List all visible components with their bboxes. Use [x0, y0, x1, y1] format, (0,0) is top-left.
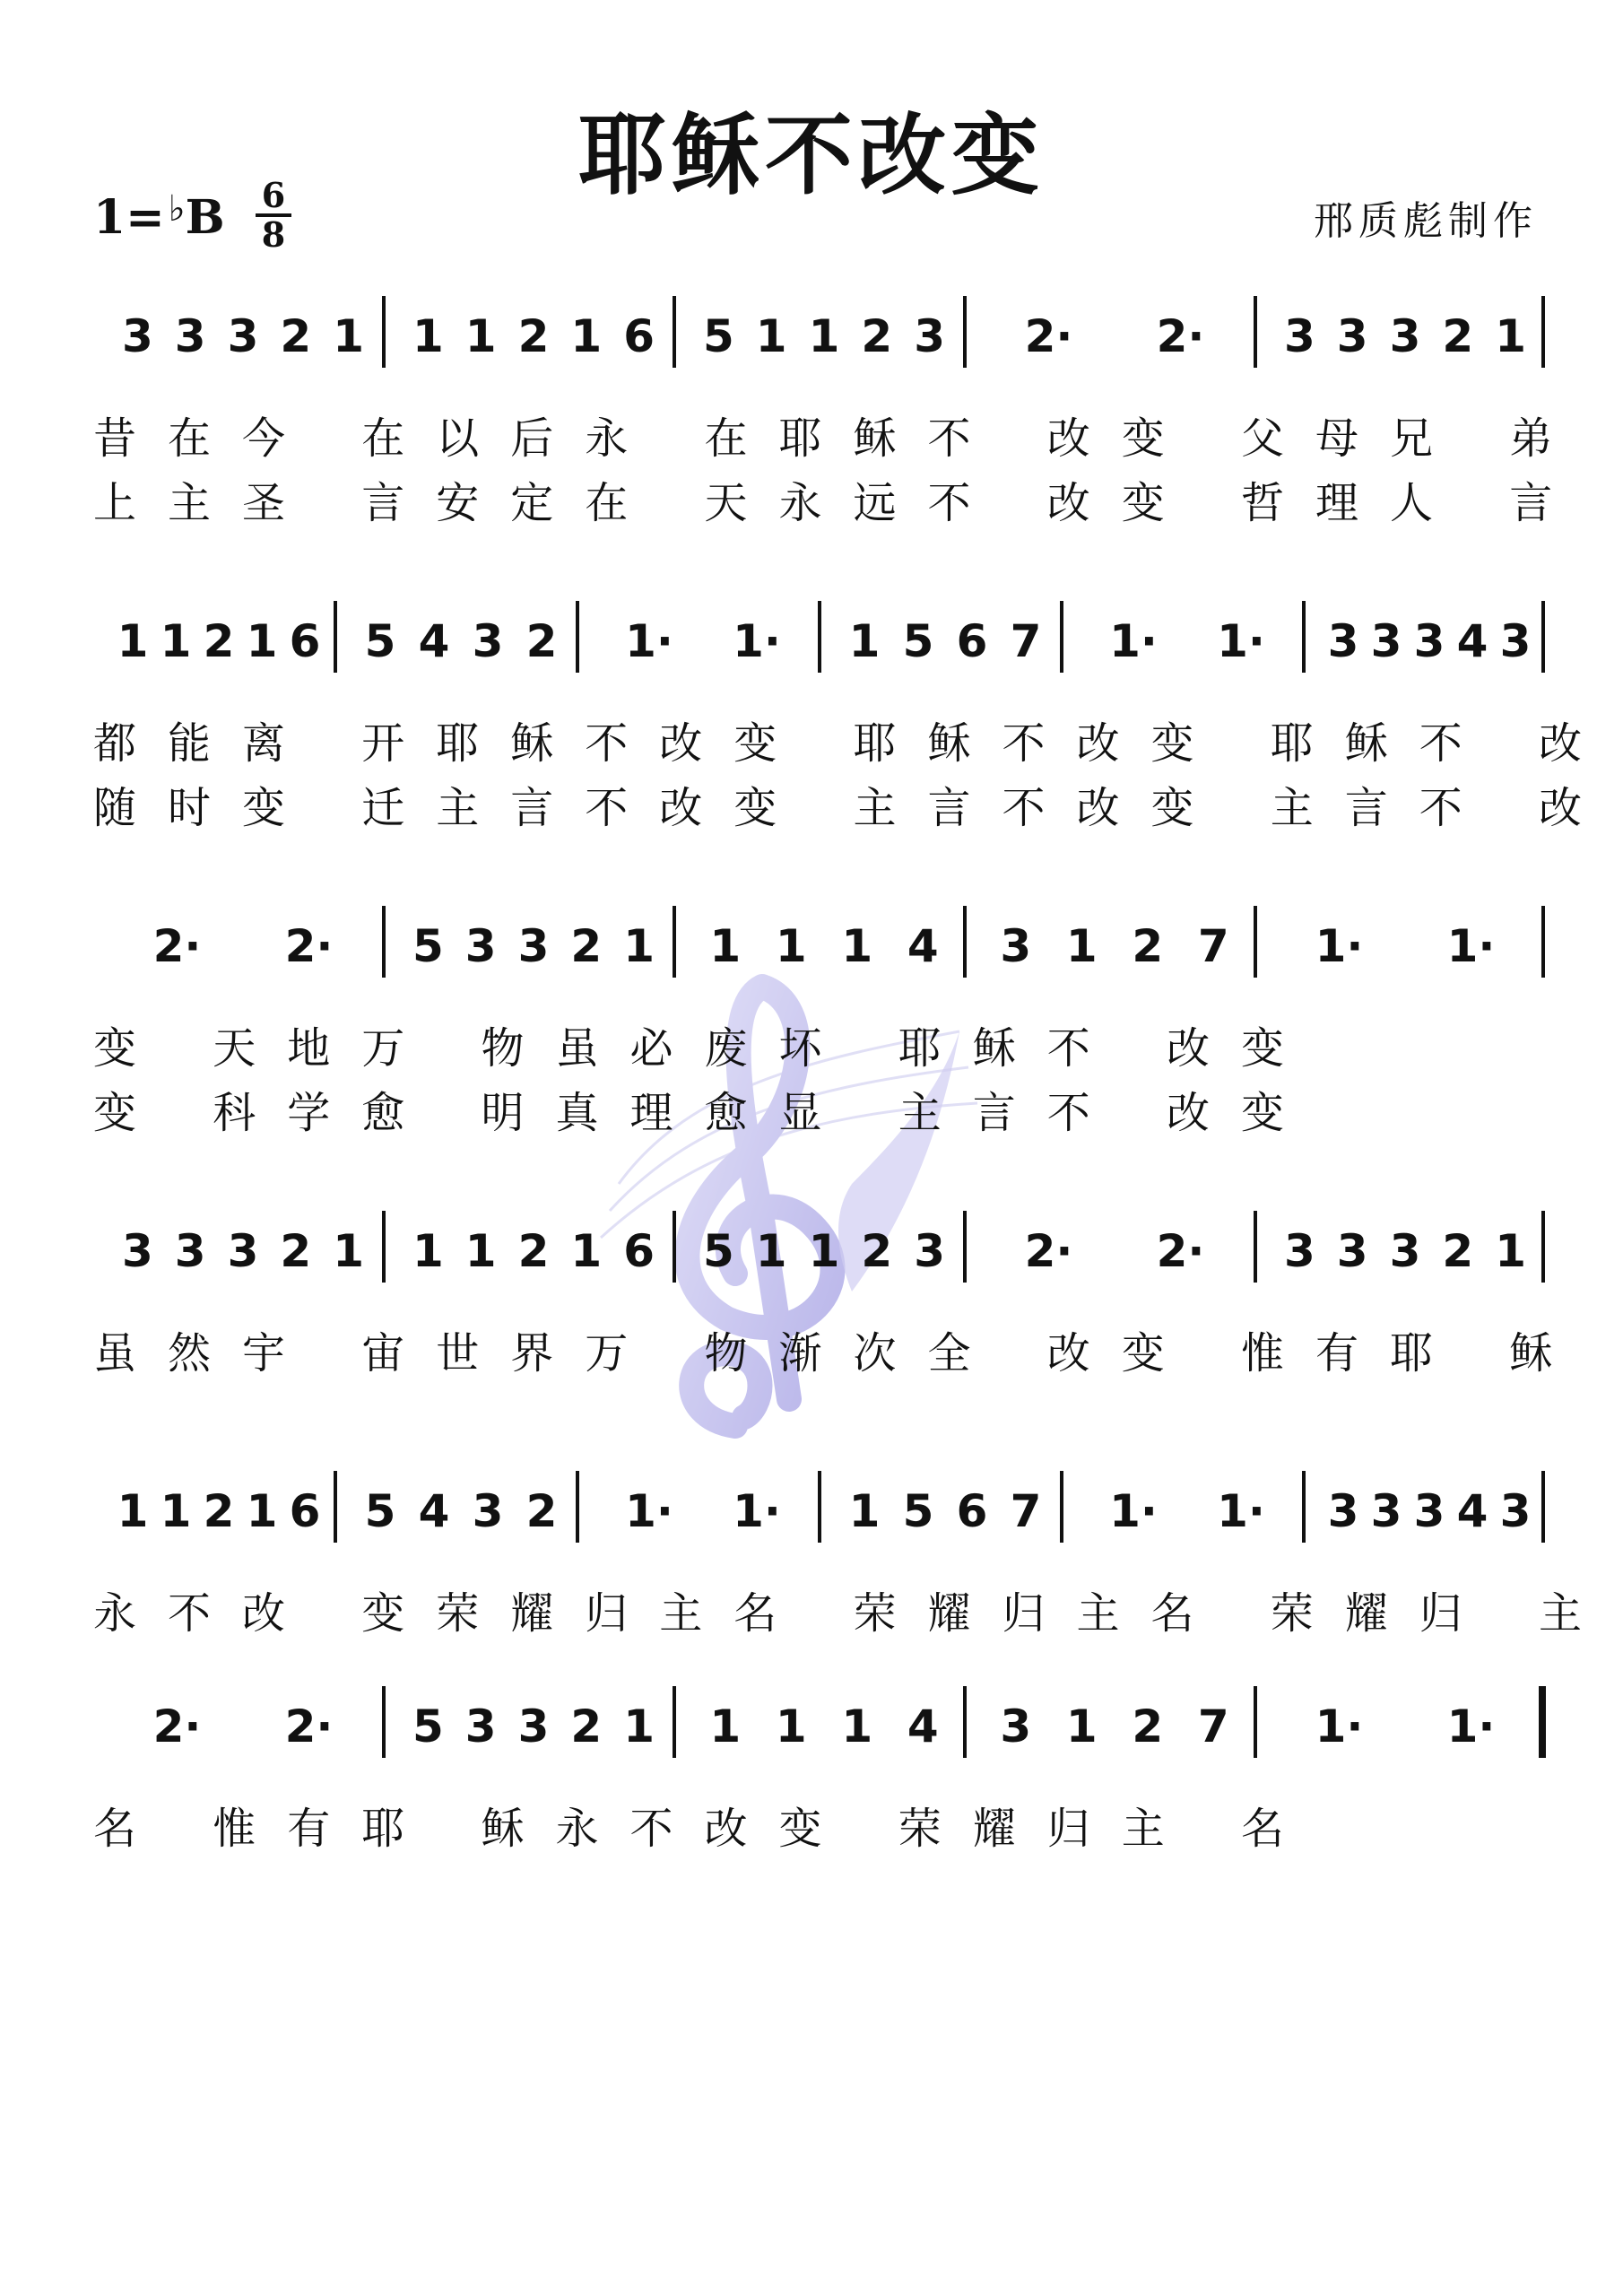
- note: 6: [623, 310, 655, 362]
- note: 2: [517, 310, 550, 362]
- note: 3: [1499, 1485, 1532, 1537]
- notation-line: [93, 574, 1546, 691]
- note: 5: [412, 1700, 444, 1752]
- note: 7: [1197, 1700, 1229, 1752]
- note: 1: [333, 1225, 364, 1277]
- note: 1: [412, 310, 444, 362]
- note: 1: [570, 1225, 603, 1277]
- note: 3: [1327, 615, 1359, 667]
- note: 1: [808, 1225, 840, 1277]
- lyric-line: 都能离 开耶稣不改变 耶稣不改变 耶稣不 改: [93, 718, 1614, 769]
- note: 3: [122, 310, 153, 362]
- note: 1·: [1446, 920, 1496, 972]
- note: 3: [1499, 615, 1532, 667]
- note: 5: [703, 1225, 734, 1277]
- note: 1: [1495, 1225, 1526, 1277]
- notation-line: [93, 269, 1546, 386]
- note: 2: [203, 1485, 235, 1537]
- note: 3: [1370, 1485, 1402, 1537]
- note: 1: [117, 615, 149, 667]
- note: 2: [1442, 1225, 1474, 1277]
- note: 4: [1456, 615, 1488, 667]
- note: 3: [472, 615, 504, 667]
- note: 2·: [284, 920, 334, 972]
- note: 3: [227, 310, 259, 362]
- note: 1·: [1315, 920, 1364, 972]
- note: 2·: [1024, 310, 1073, 362]
- note: 2·: [152, 1700, 202, 1752]
- note: 3: [1327, 1485, 1359, 1537]
- note: 5: [412, 920, 444, 972]
- note: 6: [289, 1485, 321, 1537]
- time-signature: [256, 175, 291, 255]
- note: 2: [1132, 1700, 1164, 1752]
- note: 3: [1000, 1700, 1032, 1752]
- note: 1: [570, 310, 603, 362]
- note: 1·: [733, 615, 781, 667]
- note: 5: [364, 1485, 396, 1537]
- author-credit: 邢质彪制作: [1314, 198, 1538, 244]
- note: 4: [418, 615, 450, 667]
- note: 2: [525, 615, 558, 667]
- note: 2·: [284, 1700, 334, 1752]
- note: 1: [755, 310, 787, 362]
- note: 1: [709, 920, 742, 972]
- note: 3: [1389, 310, 1421, 362]
- note: 5: [902, 615, 934, 667]
- note: 4: [418, 1485, 450, 1537]
- note: 2: [280, 1225, 312, 1277]
- note: 2·: [1024, 1225, 1073, 1277]
- note: 3: [1336, 310, 1368, 362]
- note: 2: [1442, 310, 1474, 362]
- lyric-line: 随时变 迁主言不改变 主言不改变 主言不 改: [93, 783, 1614, 833]
- note: 2: [517, 1225, 550, 1277]
- note: 3: [1000, 920, 1032, 972]
- notation-line: [93, 1184, 1546, 1300]
- note: 3: [1413, 1485, 1445, 1537]
- note: 5: [902, 1485, 934, 1537]
- note: 3: [1413, 615, 1445, 667]
- note: 2: [861, 310, 893, 362]
- note: 1: [160, 1485, 192, 1537]
- note: 1·: [1315, 1700, 1364, 1752]
- note: 1: [623, 920, 655, 972]
- note: 1: [1495, 310, 1526, 362]
- note: 3: [174, 1225, 206, 1277]
- key-prefix: 1=: [93, 190, 165, 245]
- note: 2: [203, 615, 235, 667]
- note: 2·: [152, 920, 202, 972]
- note: 1: [412, 1225, 444, 1277]
- note: 2·: [1156, 310, 1205, 362]
- note: 2: [280, 310, 312, 362]
- note: 2·: [1156, 1225, 1205, 1277]
- note: 7: [1197, 920, 1229, 972]
- note: 3: [464, 920, 497, 972]
- note: 3: [122, 1225, 153, 1277]
- note: 1·: [1217, 615, 1265, 667]
- note: 2: [525, 1485, 558, 1537]
- note: 2: [570, 1700, 603, 1752]
- note: 3: [472, 1485, 504, 1537]
- note: 3: [1370, 615, 1402, 667]
- note: 3: [1284, 310, 1315, 362]
- note: 5: [703, 310, 734, 362]
- notation-line: [93, 1444, 1546, 1561]
- note: 6: [623, 1225, 655, 1277]
- lyric-line: 虽然宇 宙世界万 物渐次全 改变 惟有耶 稣: [93, 1328, 1584, 1378]
- note: 3: [174, 310, 206, 362]
- note: 4: [907, 1700, 939, 1752]
- note: 3: [914, 1225, 945, 1277]
- note: 1: [841, 920, 873, 972]
- note: 1: [848, 1485, 881, 1537]
- notation-line: [93, 1659, 1546, 1776]
- note: 1: [775, 920, 807, 972]
- note: 4: [907, 920, 939, 972]
- lyric-line: 昔在今 在以后永 在耶稣不 改变 父母兄 弟: [93, 413, 1584, 464]
- note: 1·: [625, 615, 673, 667]
- note: 1: [848, 615, 881, 667]
- note: 1: [808, 310, 840, 362]
- note: 3: [1336, 1225, 1368, 1277]
- note: 1·: [625, 1485, 673, 1537]
- note: 1·: [1446, 1700, 1496, 1752]
- note: 1: [246, 615, 278, 667]
- lyric-line: 永不改 变荣耀归主名 荣耀归主名 荣耀归 主: [93, 1588, 1614, 1639]
- note: 1: [160, 615, 192, 667]
- note: 3: [1284, 1225, 1315, 1277]
- note: 1: [755, 1225, 787, 1277]
- lyric-line: 变 天地万 物虽必废坏 耶稣不 改变: [93, 1023, 1316, 1074]
- note: 4: [1456, 1485, 1488, 1537]
- notation-line: [93, 879, 1546, 996]
- note: 7: [1010, 1485, 1042, 1537]
- time-top: 6: [261, 175, 286, 215]
- note: 1: [333, 310, 364, 362]
- key-note: B: [185, 190, 225, 245]
- note: 1·: [733, 1485, 781, 1537]
- note: 3: [464, 1700, 497, 1752]
- note: 3: [914, 310, 945, 362]
- note: 3: [517, 920, 550, 972]
- note: 7: [1010, 615, 1042, 667]
- note: 1: [709, 1700, 742, 1752]
- note: 6: [956, 615, 988, 667]
- flat-sign: ♭: [168, 187, 186, 230]
- time-bottom: 8: [261, 214, 286, 255]
- note: 3: [227, 1225, 259, 1277]
- note: 1: [246, 1485, 278, 1537]
- note: 1: [464, 1225, 497, 1277]
- note: 2: [1132, 920, 1164, 972]
- note: 2: [861, 1225, 893, 1277]
- note: 1·: [1109, 615, 1158, 667]
- note: 3: [517, 1700, 550, 1752]
- note: 1: [623, 1700, 655, 1752]
- note: 1: [1065, 920, 1098, 972]
- note: 2: [570, 920, 603, 972]
- lyric-line: 名 惟有耶 稣永不改变 荣耀归主 名: [93, 1804, 1316, 1854]
- lyric-line: 变 科学愈 明真理愈显 主言不 改变: [93, 1088, 1316, 1138]
- note: 1: [775, 1700, 807, 1752]
- note: 1·: [1217, 1485, 1265, 1537]
- note: 1: [464, 310, 497, 362]
- note: 6: [956, 1485, 988, 1537]
- note: 1: [841, 1700, 873, 1752]
- song-title: 耶稣不改变: [577, 104, 1045, 207]
- note: 1: [1065, 1700, 1098, 1752]
- note: 6: [289, 615, 321, 667]
- note: 3: [1389, 1225, 1421, 1277]
- note: 5: [364, 615, 396, 667]
- note: 1: [117, 1485, 149, 1537]
- key-signature: [93, 187, 225, 245]
- note: 1·: [1109, 1485, 1158, 1537]
- lyric-line: 上主圣 言安定在 天永远不 改变 哲理人 言: [93, 478, 1584, 528]
